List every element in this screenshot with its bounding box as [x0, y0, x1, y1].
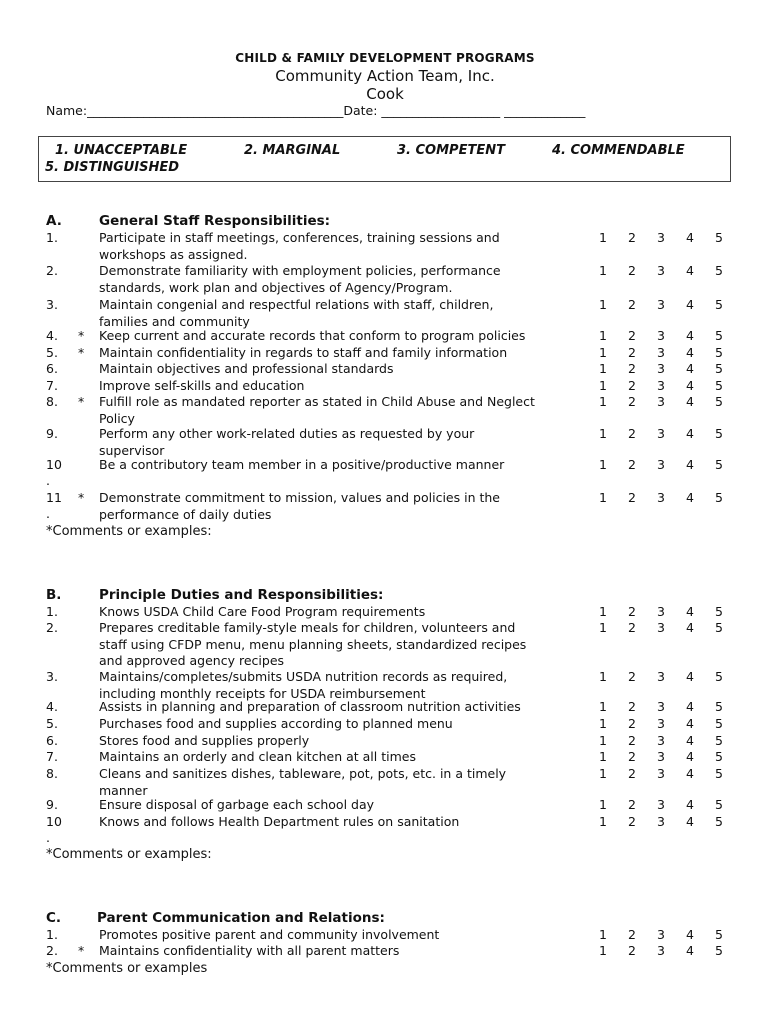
item-text-line: Fulfill role as mandated reporter as stated in Child Abuse and Neglect: [99, 394, 535, 409]
rating-option-5[interactable]: 5: [715, 699, 723, 714]
scale-marginal: 2. MARGINAL: [244, 143, 341, 158]
name-date-line: Name:_________________________________________Date: ___________________ _____________: [46, 103, 586, 118]
rating-option-3[interactable]: 3: [657, 328, 665, 343]
item-text-line: Prepares creditable family-style meals for children, volunteers and: [99, 620, 516, 635]
rating-option-4[interactable]: 4: [686, 716, 694, 731]
rating-option-3[interactable]: 3: [657, 345, 665, 360]
rating-options: [598, 699, 724, 716]
item-text-line: Promotes positive parent and community involvement: [99, 927, 440, 942]
rating-option-1[interactable]: 1: [599, 749, 607, 764]
scale-unacceptable: 1. UNACCEPTABLE: [55, 143, 188, 158]
item-text-line: Keep current and accurate records that conform to program policies: [99, 328, 526, 343]
section-b-letter: B.: [46, 587, 62, 603]
rating-option-1[interactable]: 1: [599, 230, 607, 245]
rating-options: [598, 263, 724, 280]
rating-options: [598, 297, 724, 314]
rating-option-2[interactable]: 2: [628, 733, 636, 748]
item-text-line: standards, work plan and objectives of Agency/Program.: [99, 279, 453, 295]
item-number: 9.: [46, 797, 58, 812]
rating-option-3[interactable]: 3: [657, 943, 665, 958]
item-number: 10: [46, 814, 62, 829]
rating-option-5[interactable]: 5: [715, 943, 723, 958]
rating-option-5[interactable]: 5: [715, 620, 723, 635]
rating-option-2[interactable]: 2: [628, 749, 636, 764]
rating-option-2[interactable]: 2: [628, 345, 636, 360]
rating-options: [598, 943, 724, 960]
item-text-line: Participate in staff meetings, conferences, training sessions and: [99, 230, 500, 245]
rating-options: [598, 749, 724, 766]
section-c-letter: C.: [46, 910, 62, 926]
rating-options: [598, 716, 724, 733]
rating-options: [598, 733, 724, 750]
item-text-line: Maintain objectives and professional standards: [99, 361, 394, 376]
rating-option-2[interactable]: 2: [628, 943, 636, 958]
rating-option-2[interactable]: 2: [628, 230, 636, 245]
rating-option-5[interactable]: 5: [715, 749, 723, 764]
critical-asterisk: *: [78, 943, 85, 958]
rating-option-2[interactable]: 2: [628, 263, 636, 278]
critical-asterisk: *: [78, 490, 85, 505]
rating-option-4[interactable]: 4: [686, 943, 694, 958]
rating-options: [598, 669, 724, 686]
rating-option-4[interactable]: 4: [686, 263, 694, 278]
rating-option-1[interactable]: 1: [599, 766, 607, 781]
rating-option-1[interactable]: 1: [599, 490, 607, 505]
item-text: [99, 361, 561, 378]
rating-option-5[interactable]: 5: [715, 328, 723, 343]
rating-option-2[interactable]: 2: [628, 490, 636, 505]
rating-option-4[interactable]: 4: [686, 814, 694, 829]
item-text-line: Cleans and sanitizes dishes, tableware, pot, pots, etc. in a timely: [99, 766, 507, 781]
item-text: [99, 345, 561, 362]
rating-option-3[interactable]: 3: [657, 669, 665, 684]
rating-option-3[interactable]: 3: [657, 378, 665, 393]
rating-option-3[interactable]: 3: [657, 749, 665, 764]
item-text-line: Policy: [99, 410, 135, 426]
rating-option-4[interactable]: 4: [686, 733, 694, 748]
rating-option-2[interactable]: 2: [628, 766, 636, 781]
rating-option-3[interactable]: 3: [657, 490, 665, 505]
rating-scale-legend: [38, 136, 731, 182]
rating-option-5[interactable]: 5: [715, 604, 723, 619]
rating-option-1[interactable]: 1: [599, 699, 607, 714]
rating-option-5[interactable]: 5: [715, 490, 723, 505]
rating-option-4[interactable]: 4: [686, 927, 694, 942]
rating-option-4[interactable]: 4: [686, 766, 694, 781]
rating-option-4[interactable]: 4: [686, 426, 694, 441]
item-text-line: Maintains an orderly and clean kitchen at all times: [99, 749, 416, 764]
rating-option-5[interactable]: 5: [715, 716, 723, 731]
item-text: [99, 263, 561, 296]
rating-option-1[interactable]: 1: [599, 620, 607, 635]
critical-asterisk: *: [78, 328, 85, 343]
rating-options: [598, 797, 724, 814]
item-text-line: Knows USDA Child Care Food Program requirements: [99, 604, 426, 619]
program-title: CHILD & FAMILY DEVELOPMENT PROGRAMS: [235, 51, 535, 65]
item-text: [99, 426, 561, 459]
rating-option-4[interactable]: 4: [686, 361, 694, 376]
rating-option-5[interactable]: 5: [715, 426, 723, 441]
rating-option-1[interactable]: 1: [599, 328, 607, 343]
item-number: 2.: [46, 943, 58, 958]
rating-option-5[interactable]: 5: [715, 766, 723, 781]
item-text: [99, 669, 561, 702]
item-text-line: Maintains/completes/submits USDA nutrition records as required,: [99, 669, 508, 684]
rating-option-2[interactable]: 2: [628, 297, 636, 312]
item-text-line: manner: [99, 782, 148, 798]
rating-option-2[interactable]: 2: [628, 716, 636, 731]
rating-option-3[interactable]: 3: [657, 766, 665, 781]
rating-option-1[interactable]: 1: [599, 394, 607, 409]
item-number: 7.: [46, 749, 58, 764]
rating-option-3[interactable]: 3: [657, 457, 665, 472]
rating-option-3[interactable]: 3: [657, 620, 665, 635]
rating-option-5[interactable]: 5: [715, 230, 723, 245]
item-number: 8.: [46, 394, 58, 409]
rating-options: [598, 814, 724, 831]
rating-option-4[interactable]: 4: [686, 749, 694, 764]
rating-options: [598, 378, 724, 395]
rating-option-4[interactable]: 4: [686, 230, 694, 245]
item-text: [99, 797, 561, 814]
rating-option-2[interactable]: 2: [628, 378, 636, 393]
item-text-line: Demonstrate familiarity with employment policies, performance: [99, 263, 501, 278]
item-text-line: workshops as assigned.: [99, 246, 248, 262]
item-number: 5.: [46, 716, 58, 731]
rating-option-1[interactable]: 1: [599, 669, 607, 684]
rating-option-2[interactable]: 2: [628, 927, 636, 942]
rating-option-4[interactable]: 4: [686, 345, 694, 360]
rating-option-2[interactable]: 2: [628, 394, 636, 409]
rating-option-1[interactable]: 1: [599, 297, 607, 312]
item-text-line: Improve self-skills and education: [99, 378, 305, 393]
item-number-dot: .: [46, 473, 50, 488]
item-text-line: performance of daily duties: [99, 506, 272, 522]
rating-option-5[interactable]: 5: [715, 733, 723, 748]
rating-option-3[interactable]: 3: [657, 230, 665, 245]
rating-option-1[interactable]: 1: [599, 733, 607, 748]
item-text: [99, 699, 561, 716]
rating-option-3[interactable]: 3: [657, 814, 665, 829]
rating-options: [598, 361, 724, 378]
item-text: [99, 943, 561, 960]
rating-option-2[interactable]: 2: [628, 699, 636, 714]
rating-options: [598, 490, 724, 507]
item-number: 3.: [46, 297, 58, 312]
item-text-line: supervisor: [99, 442, 165, 458]
rating-option-1[interactable]: 1: [599, 814, 607, 829]
item-text-line: families and community: [99, 313, 250, 329]
rating-option-1[interactable]: 1: [599, 943, 607, 958]
critical-asterisk: *: [78, 394, 85, 409]
rating-option-3[interactable]: 3: [657, 426, 665, 441]
rating-option-3[interactable]: 3: [657, 604, 665, 619]
section-b-title: Principle Duties and Responsibilities:: [99, 587, 384, 603]
item-number: 5.: [46, 345, 58, 360]
rating-option-5[interactable]: 5: [715, 345, 723, 360]
rating-option-2[interactable]: 2: [628, 426, 636, 441]
rating-option-1[interactable]: 1: [599, 927, 607, 942]
item-text: [99, 716, 561, 733]
item-number: 2.: [46, 620, 58, 635]
item-number: 10: [46, 457, 62, 472]
item-text: [99, 328, 561, 345]
item-text-line: staff using CFDP menu, menu planning sheets, standardized recipes: [99, 636, 527, 652]
rating-option-1[interactable]: 1: [599, 716, 607, 731]
item-number: 6.: [46, 361, 58, 376]
rating-option-4[interactable]: 4: [686, 669, 694, 684]
rating-option-4[interactable]: 4: [686, 490, 694, 505]
rating-option-5[interactable]: 5: [715, 263, 723, 278]
item-number: 8.: [46, 766, 58, 781]
rating-option-4[interactable]: 4: [686, 604, 694, 619]
rating-option-1[interactable]: 1: [599, 426, 607, 441]
item-text-line: Purchases food and supplies according to planned menu: [99, 716, 453, 731]
item-number: 6.: [46, 733, 58, 748]
rating-options: [598, 426, 724, 443]
rating-options: [598, 766, 724, 783]
item-number: 9.: [46, 426, 58, 441]
rating-option-1[interactable]: 1: [599, 797, 607, 812]
position-title: Cook: [366, 85, 404, 103]
rating-option-2[interactable]: 2: [628, 669, 636, 684]
item-text: [99, 814, 561, 831]
rating-option-5[interactable]: 5: [715, 814, 723, 829]
rating-option-2[interactable]: 2: [628, 814, 636, 829]
rating-options: [598, 230, 724, 247]
rating-option-5[interactable]: 5: [715, 669, 723, 684]
item-number: 1.: [46, 230, 58, 245]
item-number: 3.: [46, 669, 58, 684]
item-text-line: Maintains confidentiality with all parent matters: [99, 943, 400, 958]
item-text: [99, 378, 561, 395]
rating-option-3[interactable]: 3: [657, 733, 665, 748]
item-number: 4.: [46, 699, 58, 714]
rating-option-3[interactable]: 3: [657, 797, 665, 812]
rating-option-1[interactable]: 1: [599, 457, 607, 472]
rating-options: [598, 604, 724, 621]
rating-option-5[interactable]: 5: [715, 927, 723, 942]
scale-competent: 3. COMPETENT: [397, 143, 505, 158]
item-text: [99, 749, 561, 766]
rating-option-2[interactable]: 2: [628, 328, 636, 343]
rating-option-3[interactable]: 3: [657, 361, 665, 376]
rating-option-5[interactable]: 5: [715, 457, 723, 472]
item-text-line: Knows and follows Health Department rules on sanitation: [99, 814, 460, 829]
item-text-line: including monthly receipts for USDA reimbursement: [99, 685, 426, 701]
rating-option-5[interactable]: 5: [715, 394, 723, 409]
item-number: 4.: [46, 328, 58, 343]
rating-option-4[interactable]: 4: [686, 620, 694, 635]
rating-option-3[interactable]: 3: [657, 699, 665, 714]
section-b-comments: *Comments or examples:: [46, 847, 212, 862]
item-text-line: Ensure disposal of garbage each school day: [99, 797, 375, 812]
item-text-line: Perform any other work-related duties as requested by your: [99, 426, 475, 441]
rating-options: [598, 345, 724, 362]
rating-option-5[interactable]: 5: [715, 797, 723, 812]
section-a-comments: *Comments or examples:: [46, 524, 212, 539]
rating-option-3[interactable]: 3: [657, 927, 665, 942]
rating-option-1[interactable]: 1: [599, 604, 607, 619]
item-text: [99, 490, 561, 523]
item-text-line: Be a contributory team member in a positive/productive manner: [99, 457, 505, 472]
item-text-line: Demonstrate commitment to mission, values and policies in the: [99, 490, 500, 505]
rating-option-4[interactable]: 4: [686, 394, 694, 409]
item-number: 11: [46, 490, 62, 505]
rating-option-1[interactable]: 1: [599, 263, 607, 278]
rating-option-2[interactable]: 2: [628, 604, 636, 619]
rating-option-2[interactable]: 2: [628, 620, 636, 635]
rating-option-3[interactable]: 3: [657, 716, 665, 731]
rating-option-1[interactable]: 1: [599, 361, 607, 376]
item-number: 2.: [46, 263, 58, 278]
rating-option-2[interactable]: 2: [628, 457, 636, 472]
item-text: [99, 457, 561, 474]
item-text: [99, 927, 561, 944]
rating-option-4[interactable]: 4: [686, 297, 694, 312]
item-text: [99, 733, 561, 750]
organization-name: Community Action Team, Inc.: [275, 67, 495, 85]
item-text: [99, 766, 561, 799]
rating-option-4[interactable]: 4: [686, 797, 694, 812]
rating-option-5[interactable]: 5: [715, 378, 723, 393]
rating-option-4[interactable]: 4: [686, 378, 694, 393]
rating-option-4[interactable]: 4: [686, 457, 694, 472]
rating-options: [598, 457, 724, 474]
item-text: [99, 230, 561, 263]
item-text-line: Maintain congenial and respectful relations with staff, children,: [99, 297, 494, 312]
rating-option-2[interactable]: 2: [628, 797, 636, 812]
rating-options: [598, 328, 724, 345]
scale-commendable: 4. COMMENDABLE: [552, 143, 685, 158]
rating-option-1[interactable]: 1: [599, 378, 607, 393]
item-text: [99, 297, 561, 330]
item-text-line: Assists in planning and preparation of classroom nutrition activities: [99, 699, 521, 714]
rating-options: [598, 394, 724, 411]
item-number-dot: .: [46, 506, 50, 521]
rating-option-4[interactable]: 4: [686, 328, 694, 343]
rating-options: [598, 927, 724, 944]
section-a-title: General Staff Responsibilities:: [99, 213, 331, 229]
section-a-letter: A.: [46, 213, 62, 229]
rating-option-3[interactable]: 3: [657, 263, 665, 278]
section-c-title: Parent Communication and Relations:: [97, 910, 385, 926]
item-text-line: and approved agency recipes: [99, 653, 285, 668]
item-number-dot: .: [46, 830, 50, 845]
item-text: [99, 604, 561, 621]
rating-options: [598, 620, 724, 637]
item-text-line: Maintain confidentiality in regards to staff and family information: [99, 345, 508, 360]
rating-option-3[interactable]: 3: [657, 297, 665, 312]
rating-option-1[interactable]: 1: [599, 345, 607, 360]
section-c-comments: *Comments or examples: [46, 961, 208, 976]
scale-distinguished: 5. DISTINGUISHED: [45, 160, 180, 175]
rating-option-4[interactable]: 4: [686, 699, 694, 714]
rating-option-3[interactable]: 3: [657, 394, 665, 409]
critical-asterisk: *: [78, 345, 85, 360]
rating-option-5[interactable]: 5: [715, 297, 723, 312]
item-text-line: Stores food and supplies properly: [99, 733, 310, 748]
item-text: [99, 620, 561, 670]
item-text: [99, 394, 561, 427]
item-number: 1.: [46, 604, 58, 619]
rating-option-2[interactable]: 2: [628, 361, 636, 376]
item-number: 1.: [46, 927, 58, 942]
rating-option-5[interactable]: 5: [715, 361, 723, 376]
item-number: 7.: [46, 378, 58, 393]
